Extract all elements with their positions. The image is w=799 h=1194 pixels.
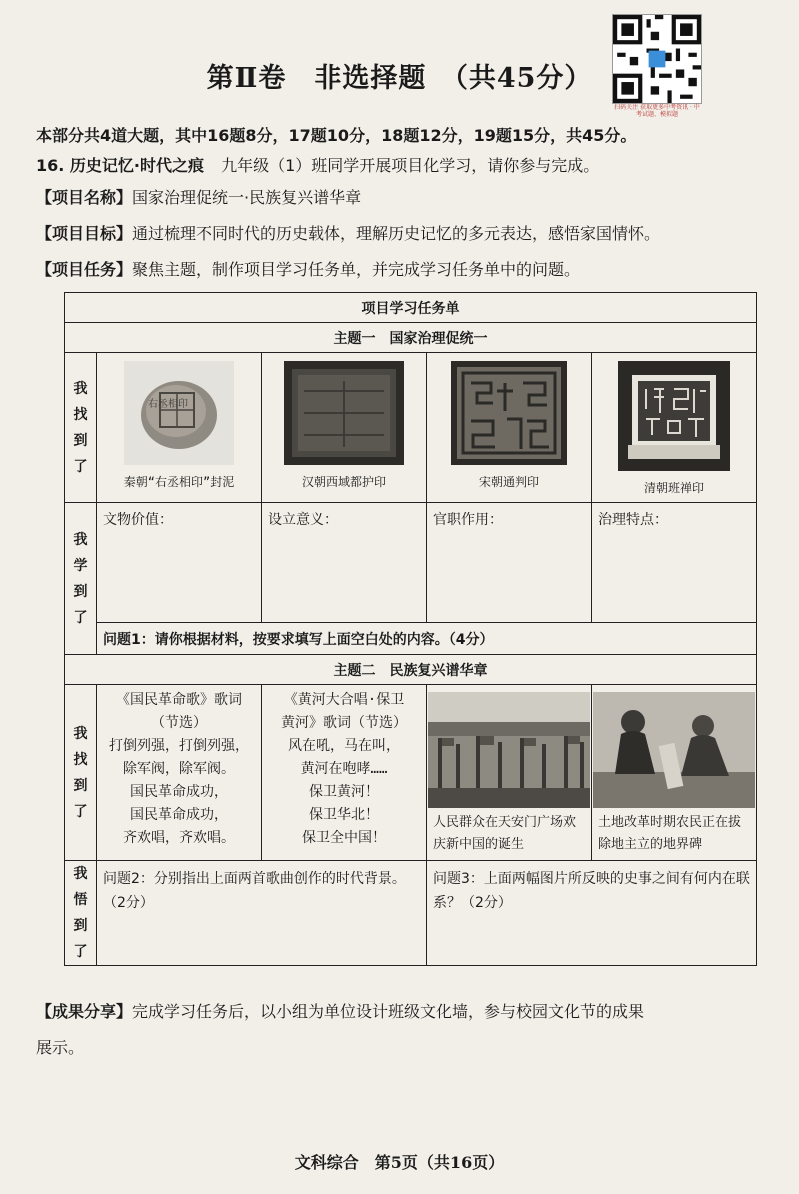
song1-line: 除军阀，除军阀。 — [123, 761, 235, 777]
result-text-1: 完成学习任务后，以小组为单位设计班级文化墙，参与校园文化节的成果 — [132, 1002, 645, 1021]
tiananmen-crowd-photo — [428, 692, 590, 808]
song1-line: 打倒列强，打倒列强， — [109, 738, 249, 754]
seal-cell — [592, 353, 757, 503]
result-line-1 — [36, 1000, 776, 1024]
project-name: 国家治理促统一·民族复兴谱华章 — [132, 188, 362, 207]
learn-field-significance[interactable] — [262, 503, 427, 623]
photo1-caption: 人民群众在天安门广场欢庆新中国的诞生 — [433, 815, 577, 852]
section-title: 第Ⅱ卷 非选择题 （共45分） — [206, 63, 593, 94]
song1-line: 国民革命成功， — [130, 784, 228, 800]
seal-song-image — [451, 361, 567, 465]
seal-caption-2: 汉朝西域都护印 — [301, 475, 386, 489]
song2-line: 保卫华北！ — [309, 807, 379, 823]
seal-caption-4: 清朝班禅印 — [644, 481, 705, 495]
seal-glyph-1: 右丞相印 — [148, 399, 188, 410]
seal-bronze-image — [284, 361, 404, 465]
song1-title: 《国民革命歌》歌词 — [116, 692, 242, 708]
seal-cell — [427, 353, 592, 503]
question-1: 问题1：请你根据材料，按要求填写上面空白处的内容。（4分） — [97, 623, 757, 655]
learn-field-label: 设立意义： — [268, 512, 338, 528]
song2-title: 《黄河大合唱·保卫 — [283, 692, 405, 708]
photo2-cell — [592, 685, 757, 861]
photo1-cell — [427, 685, 592, 861]
seal-cell — [97, 353, 262, 503]
song1-line: 齐欢唱，齐欢唱。 — [123, 830, 235, 846]
qr-caption: 扫码关注 获取更多中考资讯 · 中考试题、模拟题 — [614, 104, 700, 118]
project-goal-label: 【项目目标】 — [36, 224, 133, 243]
song2-sub: 黄河》歌词（节选） — [281, 715, 407, 731]
learn-field-label: 治理特点： — [598, 512, 668, 528]
page-footer: 文科综合 第5页（共16页） — [294, 1153, 505, 1172]
photo2-caption: 土地改革时期农民正在拔除地主立的地界碑 — [598, 815, 742, 852]
task-sheet-title: 项目学习任务单 — [65, 293, 757, 323]
learn-field-label: 官职作用： — [433, 512, 503, 528]
project-task: 聚焦主题，制作项目学习任务单，并完成学习任务单中的问题。 — [132, 260, 581, 279]
song1-sub: （节选） — [151, 715, 207, 731]
seal-clay-image — [124, 361, 234, 465]
song1-lyrics — [97, 685, 262, 861]
learn-field-value[interactable] — [97, 503, 262, 623]
learned-label: 我 学 到 了 — [65, 503, 97, 655]
song2-lyrics — [262, 685, 427, 861]
seal-cell — [262, 353, 427, 503]
theme2-header: 主题二 民族复兴谱华章 — [65, 655, 757, 685]
learn-field-features[interactable] — [592, 503, 757, 623]
found-label-2: 我 找 到 了 — [65, 685, 97, 861]
learn-field-label: 文物价值： — [103, 512, 173, 528]
question-heading — [36, 154, 776, 178]
project-task-label: 【项目任务】 — [36, 260, 133, 279]
project-goal-line — [36, 222, 776, 246]
project-name-label: 【项目名称】 — [36, 188, 133, 207]
realized-label: 我 悟 到 了 — [65, 861, 97, 966]
result-line-2 — [36, 1036, 776, 1060]
song2-line: 保卫全中国！ — [302, 830, 386, 846]
song2-line: 风在吼，马在叫， — [288, 738, 400, 754]
project-task-line — [36, 258, 776, 282]
section-intro — [36, 124, 776, 148]
project-name-line — [36, 186, 776, 210]
project-goal: 通过梳理不同时代的历史载体，理解历史记忆的多元表达，感悟家国情怀。 — [132, 224, 661, 243]
seal-caption-1: 秦朝“右丞相印”封泥 — [123, 475, 235, 489]
found-label-1: 我 找 到 了 — [65, 353, 97, 503]
intro-text: 本部分共4道大题，其中16题8分，17题10分，18题12分，19题15分，共45分。 — [36, 126, 637, 145]
question-number-title: 16. 历史记忆·时代之痕 — [36, 156, 204, 175]
question-3[interactable]: 问题3：上面两幅图片所反映的史事之间有何内在联系？（2分） — [427, 861, 757, 966]
song2-line: 保卫黄河！ — [309, 784, 379, 800]
result-label: 【成果分享】 — [36, 1002, 133, 1021]
land-reform-photo — [593, 692, 755, 808]
question-prompt: 九年级（1）班同学开展项目化学习，请你参与完成。 — [221, 156, 600, 175]
song1-line: 国民革命成功， — [130, 807, 228, 823]
song2-line: 黄河在咆哮…… — [300, 761, 388, 777]
theme1-header: 主题一 国家治理促统一 — [65, 323, 757, 353]
learn-field-role[interactable] — [427, 503, 592, 623]
result-text-2: 展示。 — [36, 1038, 85, 1057]
seal-caption-3: 宋朝通判印 — [478, 475, 539, 489]
task-sheet-table — [64, 292, 757, 966]
seal-qing-image — [618, 361, 730, 471]
question-2[interactable]: 问题2：分别指出上面两首歌曲创作的时代背景。（2分） — [97, 861, 427, 966]
